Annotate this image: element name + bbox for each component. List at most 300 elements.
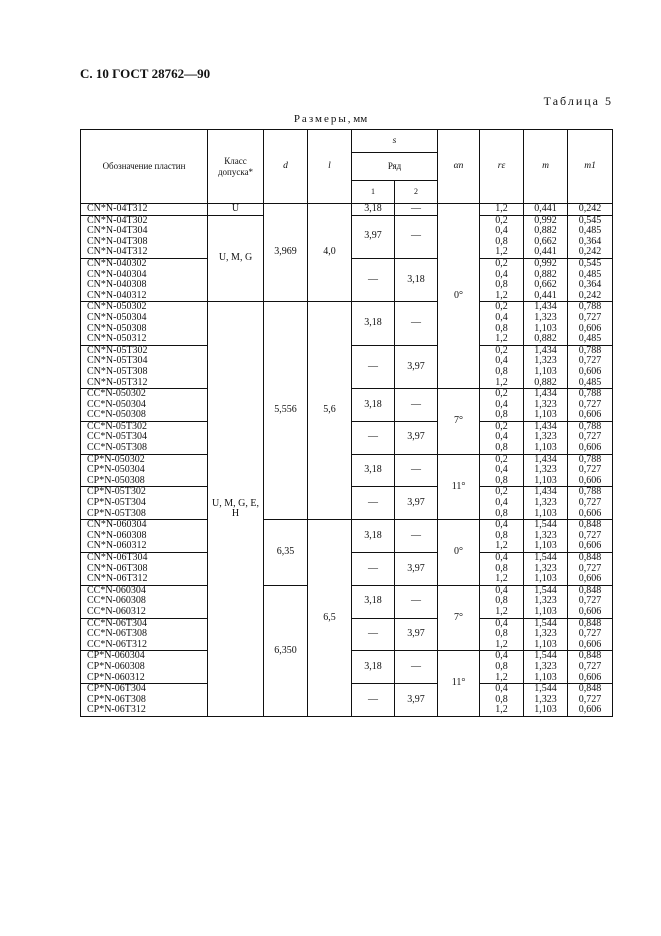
col-d: d bbox=[264, 130, 308, 204]
cell-line: 0,882 bbox=[534, 333, 557, 345]
cell-line: 0,2 bbox=[495, 453, 508, 465]
l-cell: 6,5 bbox=[308, 520, 352, 717]
cell-line: 0,242 bbox=[578, 289, 602, 301]
caption-units: , мм bbox=[347, 113, 368, 125]
cell-line: 0,8 bbox=[495, 529, 508, 541]
cell-line: 0,727 bbox=[578, 431, 602, 443]
tolerance-class-cell: U, M, G bbox=[208, 215, 264, 302]
m1-cell bbox=[568, 215, 613, 258]
cell-line: CP*N-06T304 bbox=[87, 683, 146, 695]
cell-line: 0,441 bbox=[534, 203, 557, 214]
cell-line: CN*N-05T312 bbox=[87, 376, 148, 388]
m-cell bbox=[524, 651, 568, 684]
cell-line: 0,848 bbox=[578, 519, 602, 531]
cell-line: CN*N-060312 bbox=[87, 540, 147, 552]
s-row2-cell: — bbox=[395, 389, 438, 422]
m-cell bbox=[524, 204, 568, 216]
cell-line: 1,323 bbox=[534, 355, 557, 367]
cell-line: 0,4 bbox=[495, 584, 508, 596]
cell-line: 0,4 bbox=[495, 683, 508, 695]
m1-cell bbox=[568, 487, 613, 520]
cell-line: 0,882 bbox=[534, 376, 557, 388]
m1-cell bbox=[568, 585, 613, 618]
cell-line: CN*N-040312 bbox=[87, 289, 147, 301]
cell-line: 0,788 bbox=[578, 301, 602, 313]
designation-cell bbox=[81, 345, 208, 388]
cell-line: 0,882 bbox=[534, 268, 557, 280]
table-number: Таблица 5 bbox=[543, 94, 613, 108]
cell-line: CN*N-050308 bbox=[87, 322, 147, 334]
cell-line: CN*N-040304 bbox=[87, 268, 147, 280]
re-cell bbox=[480, 454, 524, 487]
cell-line: CN*N-040302 bbox=[87, 257, 147, 269]
s-row2-cell: — bbox=[395, 585, 438, 618]
m-cell bbox=[524, 618, 568, 651]
cell-line: 0,8 bbox=[495, 279, 508, 291]
cell-line: 1,323 bbox=[534, 398, 557, 410]
cell-line: 1,323 bbox=[534, 595, 557, 607]
re-cell bbox=[480, 389, 524, 422]
cell-line: 1,103 bbox=[534, 474, 557, 486]
cell-line: 1,103 bbox=[534, 704, 557, 716]
cell-line: 1,2 bbox=[495, 638, 508, 650]
re-cell bbox=[480, 345, 524, 388]
cell-line: 0,606 bbox=[578, 638, 602, 650]
s-row1-cell: — bbox=[352, 553, 395, 586]
re-cell bbox=[480, 618, 524, 651]
cell-line: 0,727 bbox=[578, 464, 602, 476]
cell-line: 0,4 bbox=[495, 497, 508, 509]
col-m1: m1 bbox=[568, 130, 613, 204]
cell-line: 0,8 bbox=[495, 507, 508, 519]
tolerance-class-cell: U bbox=[208, 204, 264, 216]
cell-line: 0,848 bbox=[578, 683, 602, 695]
col-row-1: 1 bbox=[352, 181, 395, 204]
re-cell bbox=[480, 684, 524, 717]
d-cell: 3,969 bbox=[264, 204, 308, 302]
cell-line: 0,2 bbox=[495, 214, 508, 226]
cell-line: 0,4 bbox=[495, 464, 508, 476]
cell-line: CC*N-050308 bbox=[87, 409, 146, 421]
cell-line: 1,323 bbox=[534, 431, 557, 443]
cell-line: 0,485 bbox=[578, 376, 602, 388]
col-l: l bbox=[308, 130, 352, 204]
cell-line: 0,662 bbox=[534, 235, 557, 247]
designation-cell bbox=[81, 618, 208, 651]
col-alpha: αn bbox=[438, 130, 480, 204]
cell-line: CN*N-04T308 bbox=[87, 235, 148, 247]
m-cell bbox=[524, 553, 568, 586]
s-row1-cell: 3,18 bbox=[352, 651, 395, 684]
cell-line: 1,544 bbox=[534, 519, 557, 531]
cell-line: 0,788 bbox=[578, 453, 602, 465]
cell-line: 0,4 bbox=[495, 225, 508, 237]
cell-line: CC*N-060304 bbox=[87, 584, 146, 596]
cell-line: 0,545 bbox=[578, 214, 602, 226]
m1-cell bbox=[568, 651, 613, 684]
cell-line: 0,606 bbox=[578, 409, 602, 421]
cell-line: 1,2 bbox=[495, 671, 508, 683]
re-cell bbox=[480, 421, 524, 454]
cell-line: 0,788 bbox=[578, 486, 602, 498]
m1-cell bbox=[568, 421, 613, 454]
cell-line: 0,2 bbox=[495, 257, 508, 269]
cell-line: CC*N-06T312 bbox=[87, 638, 147, 650]
cell-line: 0,606 bbox=[578, 671, 602, 683]
cell-line: 0,727 bbox=[578, 660, 602, 672]
s-row1-cell: 3,18 bbox=[352, 204, 395, 216]
designation-cell bbox=[81, 553, 208, 586]
cell-line: CP*N-05T304 bbox=[87, 497, 146, 509]
cell-line: 0,727 bbox=[578, 595, 602, 607]
page-header: С. 10 ГОСТ 28762—90 bbox=[80, 66, 211, 81]
cell-line: 1,544 bbox=[534, 650, 557, 662]
m1-cell bbox=[568, 258, 613, 301]
cell-line: 1,2 bbox=[495, 333, 508, 345]
cell-line: 0,8 bbox=[495, 322, 508, 334]
cell-line: 1,2 bbox=[495, 203, 508, 214]
m-cell bbox=[524, 421, 568, 454]
cell-line: CC*N-05T308 bbox=[87, 442, 147, 454]
cell-line: 0,364 bbox=[578, 235, 602, 247]
alpha-cell: 7° bbox=[438, 389, 480, 455]
cell-line: 0,4 bbox=[495, 617, 508, 629]
m1-cell bbox=[568, 618, 613, 651]
designation-cell bbox=[81, 302, 208, 345]
table-row bbox=[81, 204, 613, 216]
cell-line: 0,727 bbox=[578, 562, 602, 574]
cell-line: CN*N-05T304 bbox=[87, 355, 148, 367]
m-cell bbox=[524, 454, 568, 487]
re-cell bbox=[480, 487, 524, 520]
cell-line: CP*N-06T308 bbox=[87, 693, 146, 705]
cell-line: CP*N-060312 bbox=[87, 671, 145, 683]
col-m: m bbox=[524, 130, 568, 204]
cell-line: 0,2 bbox=[495, 486, 508, 498]
col-designation: Обозначение пластин bbox=[81, 130, 208, 204]
alpha-cell: 0° bbox=[438, 204, 480, 389]
m-cell bbox=[524, 258, 568, 301]
cell-line: 1,434 bbox=[534, 486, 557, 498]
col-tolerance-class: Класс допуска* bbox=[208, 130, 264, 204]
cell-line: 1,544 bbox=[534, 552, 557, 563]
cell-line: 1,434 bbox=[534, 388, 557, 400]
cell-line: 1,103 bbox=[534, 605, 557, 617]
designation-cell bbox=[81, 520, 208, 553]
cell-line: CN*N-050302 bbox=[87, 301, 147, 313]
s-row2-cell: 3,97 bbox=[395, 684, 438, 717]
cell-line: 0,242 bbox=[578, 203, 602, 214]
cell-line: 0,848 bbox=[578, 650, 602, 662]
cell-line: 0,727 bbox=[578, 628, 602, 640]
cell-line: CN*N-05T308 bbox=[87, 365, 148, 377]
s-row1-cell: — bbox=[352, 421, 395, 454]
cell-line: CC*N-050302 bbox=[87, 388, 146, 400]
s-row2-cell: 3,18 bbox=[395, 258, 438, 301]
cell-line: 0,8 bbox=[495, 235, 508, 247]
cell-line: 0,4 bbox=[495, 355, 508, 367]
cell-line: 0,788 bbox=[578, 344, 602, 356]
cell-line: CN*N-04T302 bbox=[87, 214, 148, 226]
cell-line: 0,848 bbox=[578, 552, 602, 563]
cell-line: 0,8 bbox=[495, 660, 508, 672]
s-row2-cell: — bbox=[395, 651, 438, 684]
re-cell bbox=[480, 651, 524, 684]
cell-line: CN*N-060304 bbox=[87, 519, 147, 531]
cell-line: 1,323 bbox=[534, 693, 557, 705]
cell-line: 0,606 bbox=[578, 322, 602, 334]
m1-cell bbox=[568, 684, 613, 717]
cell-line: 0,485 bbox=[578, 333, 602, 345]
cell-line: 1,544 bbox=[534, 683, 557, 695]
cell-line: CN*N-060308 bbox=[87, 529, 147, 541]
designation-cell bbox=[81, 454, 208, 487]
cell-line: 1,2 bbox=[495, 246, 508, 258]
cell-line: 0,606 bbox=[578, 605, 602, 617]
cell-line: CP*N-050302 bbox=[87, 453, 145, 465]
s-row2-cell: — bbox=[395, 520, 438, 553]
re-cell bbox=[480, 302, 524, 345]
col-s: s bbox=[352, 130, 438, 153]
cell-line: 0,727 bbox=[578, 693, 602, 705]
cell-line: 1,103 bbox=[534, 442, 557, 454]
cell-line: 0,485 bbox=[578, 225, 602, 237]
cell-line: 1,434 bbox=[534, 453, 557, 465]
s-row2-cell: 3,97 bbox=[395, 553, 438, 586]
cell-line: 0,788 bbox=[578, 388, 602, 400]
col-row-label: Ряд bbox=[352, 153, 438, 181]
cell-line: 1,2 bbox=[495, 540, 508, 552]
s-row2-cell: 3,97 bbox=[395, 618, 438, 651]
cell-line: 0,606 bbox=[578, 704, 602, 716]
cell-line: CN*N-050304 bbox=[87, 311, 147, 323]
m-cell bbox=[524, 487, 568, 520]
cell-line: 0,727 bbox=[578, 497, 602, 509]
cell-line: 0,4 bbox=[495, 268, 508, 280]
designation-cell bbox=[81, 684, 208, 717]
cell-line: 0,441 bbox=[534, 246, 557, 258]
col-row-2: 2 bbox=[395, 181, 438, 204]
table-body bbox=[81, 204, 613, 717]
cell-line: CN*N-040308 bbox=[87, 279, 147, 291]
cell-line: CP*N-050308 bbox=[87, 474, 145, 486]
cell-line: 0,8 bbox=[495, 595, 508, 607]
cell-line: 1,323 bbox=[534, 660, 557, 672]
table-row bbox=[81, 520, 613, 553]
cell-line: 1,544 bbox=[534, 617, 557, 629]
cell-line: 0,8 bbox=[495, 474, 508, 486]
cell-line: CP*N-05T308 bbox=[87, 507, 146, 519]
m1-cell bbox=[568, 204, 613, 216]
cell-line: CC*N-06T308 bbox=[87, 628, 147, 640]
cell-line: 0,992 bbox=[534, 257, 557, 269]
m1-cell bbox=[568, 345, 613, 388]
s-row1-cell: — bbox=[352, 618, 395, 651]
cell-line: 0,606 bbox=[578, 474, 602, 486]
cell-line: 1,544 bbox=[534, 584, 557, 596]
cell-line: 0,242 bbox=[578, 246, 602, 258]
cell-line: 0,8 bbox=[495, 693, 508, 705]
cell-line: 1,2 bbox=[495, 289, 508, 301]
cell-line: 0,727 bbox=[578, 398, 602, 410]
cell-line: 0,8 bbox=[495, 365, 508, 377]
cell-line: CC*N-06T304 bbox=[87, 617, 147, 629]
m1-cell bbox=[568, 553, 613, 586]
cell-line: 0,8 bbox=[495, 562, 508, 574]
cell-line: 0,2 bbox=[495, 420, 508, 432]
cell-line: 0,4 bbox=[495, 398, 508, 410]
m-cell bbox=[524, 215, 568, 258]
cell-line: 1,323 bbox=[534, 497, 557, 509]
s-row1-cell: — bbox=[352, 258, 395, 301]
cell-line: 0,4 bbox=[495, 311, 508, 323]
cell-line: 1,434 bbox=[534, 301, 557, 313]
re-cell bbox=[480, 204, 524, 216]
designation-cell bbox=[81, 204, 208, 216]
d-cell: 6,350 bbox=[264, 585, 308, 716]
cell-line: 0,2 bbox=[495, 388, 508, 400]
m-cell bbox=[524, 302, 568, 345]
m1-cell bbox=[568, 520, 613, 553]
s-row2-cell: — bbox=[395, 302, 438, 345]
cell-line: 0,545 bbox=[578, 257, 602, 269]
s-row1-cell: 3,18 bbox=[352, 454, 395, 487]
cell-line: 0,8 bbox=[495, 628, 508, 640]
cell-line: 0,992 bbox=[534, 214, 557, 226]
s-row2-cell: — bbox=[395, 204, 438, 216]
cell-line: 1,2 bbox=[495, 573, 508, 585]
designation-cell bbox=[81, 421, 208, 454]
cell-line: CC*N-05T302 bbox=[87, 420, 147, 432]
s-row1-cell: 3,18 bbox=[352, 389, 395, 422]
cell-line: 1,103 bbox=[534, 573, 557, 585]
designation-cell bbox=[81, 487, 208, 520]
cell-line: CP*N-060304 bbox=[87, 650, 145, 662]
s-row1-cell: — bbox=[352, 487, 395, 520]
cell-line: 0,8 bbox=[495, 409, 508, 421]
s-row2-cell: — bbox=[395, 454, 438, 487]
cell-line: 0,727 bbox=[578, 355, 602, 367]
alpha-cell: 11° bbox=[438, 454, 480, 520]
s-row1-cell: — bbox=[352, 345, 395, 388]
cell-line: 0,441 bbox=[534, 289, 557, 301]
cell-line: 1,103 bbox=[534, 638, 557, 650]
re-cell bbox=[480, 258, 524, 301]
cell-line: 0,485 bbox=[578, 268, 602, 280]
cell-line: 1,323 bbox=[534, 311, 557, 323]
cell-line: CC*N-060312 bbox=[87, 605, 146, 617]
cell-line: 1,323 bbox=[534, 464, 557, 476]
tolerance-class-cell: U, M, G, E, H bbox=[208, 302, 264, 717]
cell-line: CP*N-05T302 bbox=[87, 486, 146, 498]
cell-line: 0,848 bbox=[578, 617, 602, 629]
cell-line: CN*N-05T302 bbox=[87, 344, 148, 356]
cell-line: 1,323 bbox=[534, 529, 557, 541]
cell-line: 1,434 bbox=[534, 420, 557, 432]
cell-line: CN*N-04T304 bbox=[87, 225, 148, 237]
cell-line: CC*N-05T304 bbox=[87, 431, 147, 443]
caption-label: Размеры bbox=[293, 113, 348, 125]
cell-line: 0,2 bbox=[495, 301, 508, 313]
m1-cell bbox=[568, 454, 613, 487]
s-row1-cell: 3,18 bbox=[352, 302, 395, 345]
re-cell bbox=[480, 215, 524, 258]
cell-line: 0,606 bbox=[578, 540, 602, 552]
cell-line: CN*N-04T312 bbox=[87, 246, 148, 258]
cell-line: CN*N-04T312 bbox=[87, 203, 148, 214]
cell-line: 0,8 bbox=[495, 442, 508, 454]
m1-cell bbox=[568, 302, 613, 345]
designation-cell bbox=[81, 215, 208, 258]
cell-line: CN*N-06T304 bbox=[87, 552, 148, 563]
designation-cell bbox=[81, 651, 208, 684]
cell-line: 0,2 bbox=[495, 344, 508, 356]
cell-line: CC*N-060308 bbox=[87, 595, 146, 607]
cell-line: CN*N-06T312 bbox=[87, 573, 148, 585]
cell-line: 0,4 bbox=[495, 519, 508, 531]
cell-line: 1,323 bbox=[534, 628, 557, 640]
l-cell: 5,6 bbox=[308, 302, 352, 520]
s-row1-cell: 3,97 bbox=[352, 215, 395, 258]
cell-line: 0,606 bbox=[578, 365, 602, 377]
alpha-cell: 7° bbox=[438, 585, 480, 651]
cell-line: CP*N-050304 bbox=[87, 464, 145, 476]
s-row1-cell: — bbox=[352, 684, 395, 717]
dimensions-table bbox=[80, 129, 613, 717]
alpha-cell: 0° bbox=[438, 520, 480, 586]
m-cell bbox=[524, 345, 568, 388]
cell-line: 1,103 bbox=[534, 365, 557, 377]
cell-line: 0,788 bbox=[578, 420, 602, 432]
cell-line: 0,364 bbox=[578, 279, 602, 291]
s-row2-cell: 3,97 bbox=[395, 345, 438, 388]
col-re: rε bbox=[480, 130, 524, 204]
cell-line: CP*N-06T312 bbox=[87, 704, 146, 716]
cell-line: 0,882 bbox=[534, 225, 557, 237]
m1-cell bbox=[568, 389, 613, 422]
cell-line: CN*N-06T308 bbox=[87, 562, 148, 574]
m-cell bbox=[524, 585, 568, 618]
s-row1-cell: 3,18 bbox=[352, 585, 395, 618]
cell-line: 1,103 bbox=[534, 322, 557, 334]
cell-line: 0,606 bbox=[578, 442, 602, 454]
cell-line: 1,103 bbox=[534, 409, 557, 421]
cell-line: 0,4 bbox=[495, 650, 508, 662]
cell-line: 0,727 bbox=[578, 529, 602, 541]
s-row2-cell: 3,97 bbox=[395, 421, 438, 454]
cell-line: 0,606 bbox=[578, 507, 602, 519]
cell-line: 0,848 bbox=[578, 584, 602, 596]
d-cell: 5,556 bbox=[264, 302, 308, 520]
alpha-cell: 11° bbox=[438, 651, 480, 717]
cell-line: CP*N-060308 bbox=[87, 660, 145, 672]
cell-line: 0,4 bbox=[495, 552, 508, 563]
table-caption bbox=[0, 113, 661, 125]
cell-line: 1,2 bbox=[495, 376, 508, 388]
cell-line: 1,323 bbox=[534, 562, 557, 574]
s-row1-cell: 3,18 bbox=[352, 520, 395, 553]
cell-line: 0,662 bbox=[534, 279, 557, 291]
re-cell bbox=[480, 553, 524, 586]
cell-line: 1,434 bbox=[534, 344, 557, 356]
cell-line: 0,727 bbox=[578, 311, 602, 323]
cell-line: CN*N-050312 bbox=[87, 333, 147, 345]
cell-line: CC*N-050304 bbox=[87, 398, 146, 410]
re-cell bbox=[480, 585, 524, 618]
cell-line: 0,4 bbox=[495, 431, 508, 443]
s-row2-cell: — bbox=[395, 215, 438, 258]
designation-cell bbox=[81, 258, 208, 301]
